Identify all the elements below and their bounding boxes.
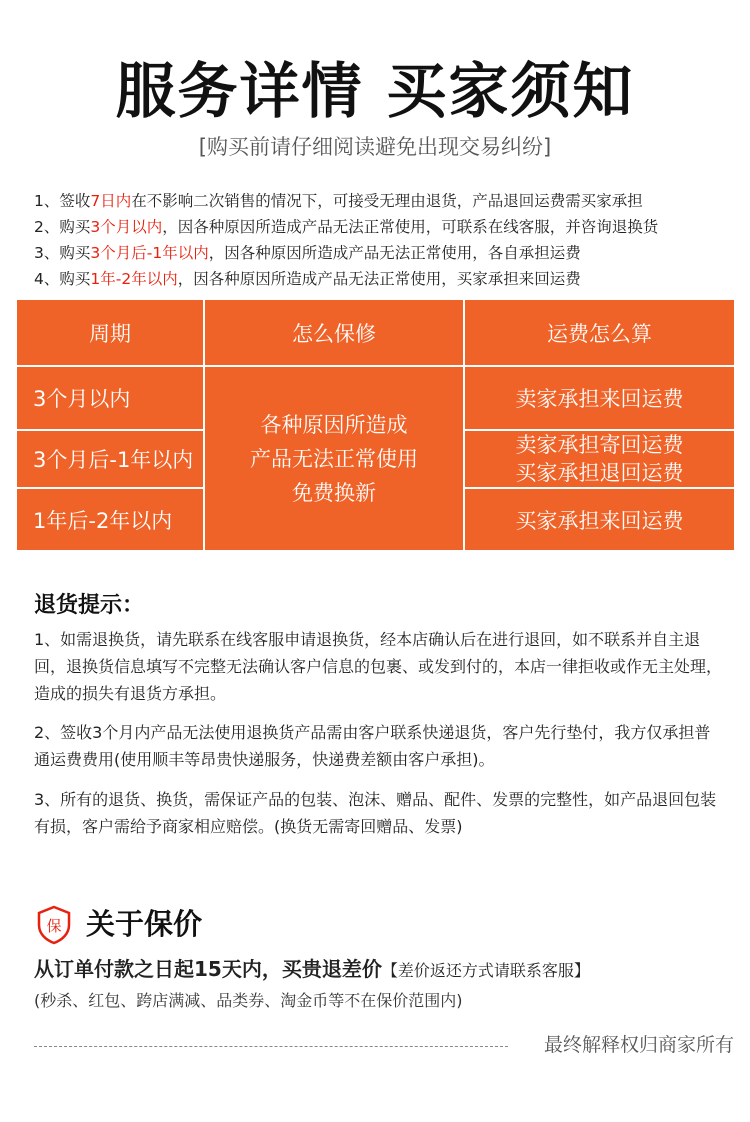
shipping-line: 卖家承担寄回运费 bbox=[515, 433, 684, 457]
table-repair-cell bbox=[205, 367, 463, 550]
table-shipping-cell: 买家承担来回运费 bbox=[515, 508, 684, 533]
repair-line: 产品无法正常使用 bbox=[250, 446, 418, 471]
footer-dashed-line bbox=[34, 1046, 508, 1047]
rule-item bbox=[34, 266, 724, 292]
return-tip-paragraph: 1、如需退换货，请先联系在线客服申请退换货，经本店确认后在进行退回，如不联系并自主退回，退换货信息填写不完整无法确认客户信息的包裹、或发到付的，本店一律拒收或作无主处理，造成的损失有退货方承担。 bbox=[34, 630, 723, 703]
rule-text: 在不影响二次销售的情况下，可接受无理由退货，产品退回运费需买家承担 bbox=[131, 192, 643, 210]
rule-highlight: 3个月后-1年以内 bbox=[90, 244, 209, 262]
rule-item bbox=[34, 188, 724, 214]
table-period-cell: 3个月以内 bbox=[33, 387, 131, 411]
return-tip-paragraph: 2、签收3个月内产品无法使用退换货产品需由客户联系快递退货，客户先行垫付，我方仅承担普通运费费用(使用顺丰等昂贵快递服务，快递费差额由客户承担)。 bbox=[34, 723, 711, 769]
price-protect-exclusions: (秒杀、红包、跨店满减、品类券、淘金币等不在保价范围内) bbox=[34, 991, 463, 1010]
table-shipping-cell: 卖家承担来回运费 bbox=[515, 387, 684, 411]
rule-highlight: 7日内 bbox=[90, 192, 132, 210]
price-protect-main-text: 从订单付款之日起15天内，买贵退差价 bbox=[34, 957, 382, 981]
rule-highlight: 3个月以内 bbox=[90, 218, 163, 236]
return-tips-title: 退货提示： bbox=[34, 593, 145, 618]
rule-highlight: 1年-2年以内 bbox=[90, 270, 178, 288]
footer bbox=[34, 1030, 734, 1060]
table-shipping-cell bbox=[465, 431, 734, 487]
table-header-shipping: 运费怎么算 bbox=[547, 321, 652, 346]
price-protect-note: 【差价返还方式请联系客服】 bbox=[381, 961, 590, 980]
price-protect-icon-label: 保 bbox=[46, 917, 62, 935]
rule-item bbox=[34, 240, 724, 266]
rule-text: 4、购买 bbox=[34, 270, 91, 288]
rule-text: ，因各种原因所造成产品无法正常使用，可联系在线客服，并咨询退换货 bbox=[162, 218, 659, 236]
rule-text: ，因各种原因所造成产品无法正常使用，买家承担来回运费 bbox=[177, 270, 581, 288]
page-subtitle: [购买前请仔细阅读避免出现交易纠纷] bbox=[198, 135, 552, 159]
shipping-line: 买家承担退回运费 bbox=[515, 461, 684, 485]
repair-line: 各种原因所造成 bbox=[260, 412, 408, 437]
table-period-cell: 1年后-2年以内 bbox=[33, 508, 173, 533]
return-tip-paragraph: 3、所有的退货、换货，需保证产品的包装、泡沫、赠品、配件、发票的完整性，如产品退回包装有损，客户需给予商家相应赔偿。(换货无需寄回赠品、发票) bbox=[34, 790, 717, 836]
warranty-table bbox=[17, 300, 734, 550]
rule-text: 3、购买 bbox=[34, 244, 91, 262]
price-protect-shield-icon bbox=[34, 905, 74, 945]
rule-text: ，因各种原因所造成产品无法正常使用，各自承担运费 bbox=[208, 244, 581, 262]
table-header-period: 周期 bbox=[89, 321, 131, 346]
page-title: 服务详情 买家须知 bbox=[115, 57, 635, 127]
repair-line: 免费换新 bbox=[292, 480, 376, 505]
table-period-cell: 3个月后-1年以内 bbox=[33, 448, 194, 472]
rule-item bbox=[34, 214, 724, 240]
price-protect-main bbox=[34, 954, 590, 986]
footer-text: 最终解释权归商家所有 bbox=[543, 1034, 734, 1056]
table-header-repair: 怎么保修 bbox=[292, 321, 376, 346]
rule-text: 1、签收 bbox=[34, 192, 91, 210]
rules-list bbox=[34, 188, 724, 292]
rule-text: 2、购买 bbox=[34, 218, 91, 236]
price-protect-title: 关于保价 bbox=[86, 907, 203, 941]
